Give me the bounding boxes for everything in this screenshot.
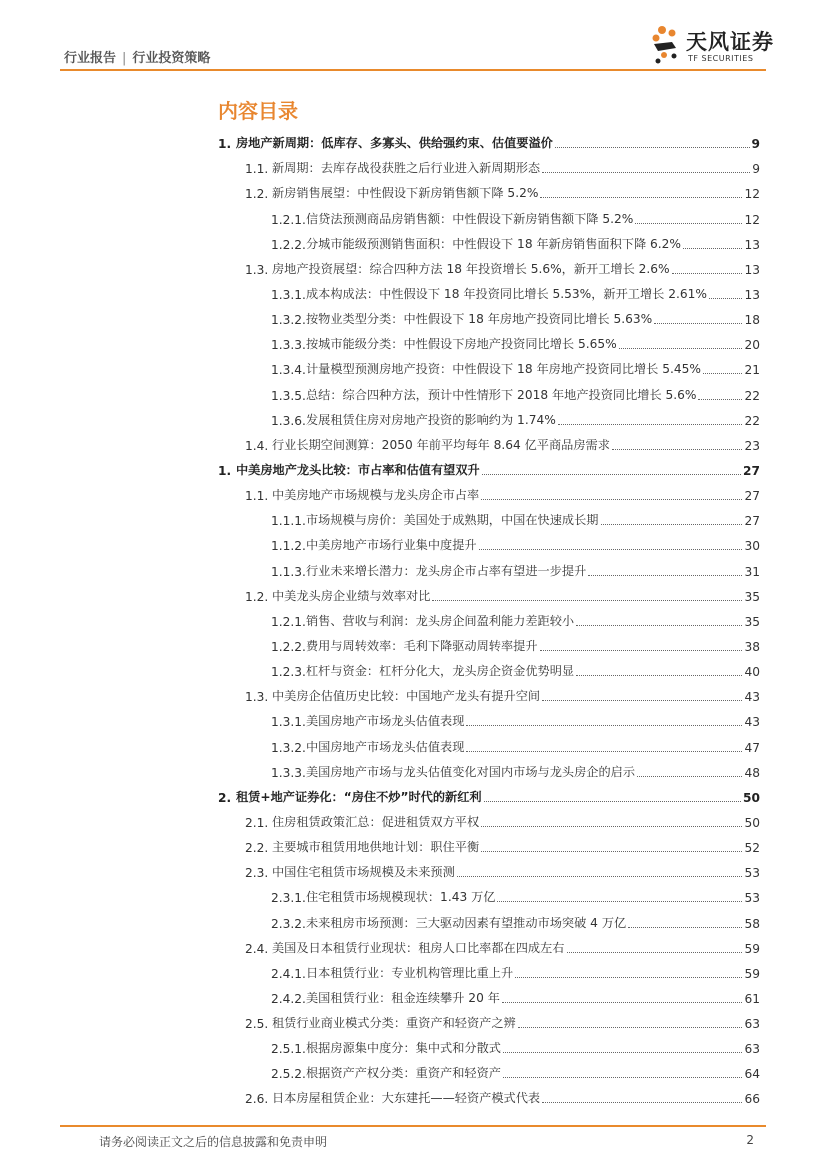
toc-entry-page: 38 xyxy=(744,639,760,654)
toc-entry-page: 63 xyxy=(744,1017,760,1032)
toc-entry-title: 租赁行业商业模式分类：重资产和轻资产之辨 xyxy=(272,1016,516,1031)
toc-entry-page: 23 xyxy=(744,438,760,453)
toc-entry-page: 35 xyxy=(744,614,760,629)
toc-leader-dots xyxy=(503,1076,742,1078)
toc-leader-dots xyxy=(540,196,742,198)
header-divider xyxy=(60,69,766,71)
toc-leader-dots xyxy=(635,222,742,224)
toc-entry-title: 租赁+地产证券化：“房住不炒”时代的新红利 xyxy=(236,789,482,804)
toc-entry-page: 27 xyxy=(744,514,760,529)
toc-entry-number: 1.3.2. xyxy=(271,313,306,328)
toc-leader-dots xyxy=(698,398,742,400)
toc-entry-title: 新房销售展望：中性假设下新房销售额下降 5.2% xyxy=(272,186,539,201)
toc-entry-number: 1.3.5. xyxy=(271,388,306,403)
toc-leader-dots xyxy=(542,1101,742,1103)
toc-entry-title: 按物业类型分类：中性假设下 18 年房地产投资同比增长 5.63% xyxy=(306,312,653,327)
toc-entry-number: 2.5.2. xyxy=(271,1067,306,1082)
toc-entry-page: 53 xyxy=(744,866,760,881)
toc-entry[interactable] xyxy=(0,327,760,352)
toc-entry-title: 住房租赁政策汇总：促进租赁双方平权 xyxy=(272,814,480,829)
toc-leader-dots xyxy=(542,699,742,701)
toc-entry-title: 房地产新周期：低库存、多寡头、供给强约束、估值要溢价 xyxy=(236,136,553,151)
toc-leader-dots xyxy=(503,1051,742,1053)
toc-entry[interactable] xyxy=(0,478,760,503)
brand-logo xyxy=(650,24,774,68)
toc-entry[interactable] xyxy=(0,1031,760,1056)
toc-entry[interactable] xyxy=(0,905,760,930)
toc-entry-page: 18 xyxy=(744,313,760,328)
toc-leader-dots xyxy=(683,247,743,249)
toc-entry-title: 行业未来增长潜力：龙头房企市占率有望进一步提升 xyxy=(306,563,587,578)
toc-entry-number: 2.6. xyxy=(245,1092,269,1107)
toc-entry-page: 50 xyxy=(743,790,760,805)
toc-entry[interactable] xyxy=(0,855,760,880)
toc-entry-number: 1.3. xyxy=(245,690,269,705)
toc-entry-title: 美国房地产市场与龙头估值变化对国内市场与龙头房企的启示 xyxy=(306,764,636,779)
toc-entry-title: 费用与周转效率：毛利下降驱动周转率提升 xyxy=(306,638,538,653)
toc-entry[interactable] xyxy=(0,830,760,855)
toc-entry[interactable] xyxy=(0,227,760,252)
toc-entry[interactable] xyxy=(0,126,760,151)
toc-entry-number: 1.1. xyxy=(245,489,269,504)
toc-entry-page: 9 xyxy=(751,137,760,152)
toc-entry-page: 22 xyxy=(744,413,760,428)
toc-entry[interactable] xyxy=(0,654,760,679)
toc-entry-page: 59 xyxy=(744,941,760,956)
footer-disclaimer: 请务必阅读正文之后的信息披露和免责申明 xyxy=(99,1135,328,1149)
toc-entry-number: 2.5. xyxy=(245,1017,269,1032)
toc-leader-dots xyxy=(432,599,742,601)
table-of-contents xyxy=(0,126,827,1106)
toc-entry-page: 58 xyxy=(744,916,760,931)
toc-entry[interactable] xyxy=(0,729,760,754)
toc-leader-dots xyxy=(628,926,742,928)
toc-entry-page: 30 xyxy=(744,539,760,554)
toc-entry-page: 50 xyxy=(744,815,760,830)
toc-entry-title: 销售、营收与利润：龙头房企间盈利能力差距较小 xyxy=(306,613,575,628)
toc-entry-number: 2.4.2. xyxy=(271,991,306,1006)
toc-entry[interactable] xyxy=(0,151,760,176)
toc-leader-dots xyxy=(518,1026,743,1028)
toc-entry-title: 根据资产产权分类：重资产和轻资产 xyxy=(306,1066,501,1081)
toc-entry-number: 1. xyxy=(218,463,232,478)
toc-entry-number: 2.2. xyxy=(245,841,269,856)
toc-entry[interactable] xyxy=(0,403,760,428)
toc-entry[interactable] xyxy=(0,579,760,604)
toc-entry-title: 行业长期空间测算：2050 年前平均每年 8.64 亿平商品房需求 xyxy=(272,437,610,452)
toc-entry-number: 1.3.6. xyxy=(271,413,306,428)
toc-leader-dots xyxy=(567,951,743,953)
toc-entry-number: 2.4.1. xyxy=(271,966,306,981)
toc-entry-number: 1.1. xyxy=(245,162,269,177)
toc-entry-number: 1.3.1. xyxy=(271,715,306,730)
toc-entry-page: 63 xyxy=(744,1042,760,1057)
toc-entry-page: 35 xyxy=(744,589,760,604)
toc-leader-dots xyxy=(481,850,742,852)
toc-leader-dots xyxy=(457,875,743,877)
toc-entry[interactable] xyxy=(0,981,760,1006)
toc-entry[interactable] xyxy=(0,755,760,780)
toc-entry-number: 1.2.2. xyxy=(271,639,306,654)
toc-leader-dots xyxy=(672,272,743,274)
toc-entry-title: 新周期：去库存战役获胜之后行业进入新周期形态 xyxy=(272,161,541,176)
report-category xyxy=(64,47,210,66)
toc-entry-title: 中美龙头房企业绩与效率对比 xyxy=(272,588,431,603)
toc-entry-page: 59 xyxy=(744,966,760,981)
toc-entry[interactable] xyxy=(0,302,760,327)
toc-entry-number: 1.3.3. xyxy=(271,765,306,780)
toc-entry-title: 主要城市租赁用地供地计划：职住平衡 xyxy=(272,840,480,855)
toc-entry-number: 1.3. xyxy=(245,262,269,277)
toc-entry-page: 64 xyxy=(744,1067,760,1082)
toc-entry-number: 1.3.3. xyxy=(271,338,306,353)
toc-entry-page: 22 xyxy=(744,388,760,403)
toc-entry-title: 发展租赁住房对房地产投资的影响约为 1.74% xyxy=(306,412,556,427)
toc-entry-number: 1.3.1. xyxy=(271,287,306,302)
toc-leader-dots xyxy=(484,800,741,802)
toc-entry-number: 2.3.2. xyxy=(271,916,306,931)
toc-entry-title: 美国租赁行业：租金连续攀升 20 年 xyxy=(306,990,500,1005)
toc-entry[interactable] xyxy=(0,780,760,805)
toc-entry-number: 1.2. xyxy=(245,187,269,202)
report-type: 行业报告 xyxy=(64,51,117,66)
toc-entry-title: 美国房地产市场龙头估值表现 xyxy=(306,714,465,729)
header-separator: | xyxy=(122,51,127,66)
toc-leader-dots xyxy=(555,146,750,148)
toc-entry-title: 中美房地产市场行业集中度提升 xyxy=(306,538,477,553)
toc-entry-page: 48 xyxy=(744,765,760,780)
page-number: 2 xyxy=(746,1133,754,1147)
toc-leader-dots xyxy=(703,372,743,374)
toc-entry-page: 66 xyxy=(744,1092,760,1107)
toc-entry-title: 按城市能级分类：中性假设下房地产投资同比增长 5.65% xyxy=(306,337,617,352)
toc-entry[interactable] xyxy=(0,453,760,478)
toc-leader-dots xyxy=(466,750,742,752)
toc-entry[interactable] xyxy=(0,277,760,302)
toc-leader-dots xyxy=(601,523,743,525)
toc-entry[interactable] xyxy=(0,604,760,629)
toc-entry-number: 1.2.1. xyxy=(271,212,306,227)
toc-entry[interactable] xyxy=(0,428,760,453)
toc-entry-number: 1.1.1. xyxy=(271,514,306,529)
toc-entry-title: 日本房屋租赁企业：大东建托——轻资产模式代表 xyxy=(272,1091,541,1106)
toc-entry-number: 1.4. xyxy=(245,438,269,453)
toc-leader-dots xyxy=(588,574,742,576)
toc-entry-page: 47 xyxy=(744,740,760,755)
toc-entry-number: 2.1. xyxy=(245,815,269,830)
toc-entry[interactable] xyxy=(0,679,760,704)
toc-entry[interactable] xyxy=(0,704,760,729)
toc-entry-number: 1. xyxy=(218,137,232,152)
toc-entry-title: 未来租房市场预测：三大驱动因素有望推动市场突破 4 万亿 xyxy=(306,915,627,930)
toc-entry[interactable] xyxy=(0,377,760,402)
toc-entry-number: 1.1.3. xyxy=(271,564,306,579)
toc-entry-page: 43 xyxy=(744,715,760,730)
toc-entry-title: 美国及日本租赁行业现状：租房人口比率都在四成左右 xyxy=(272,940,565,955)
toc-leader-dots xyxy=(576,674,742,676)
toc-entry[interactable] xyxy=(0,352,760,377)
toc-entry-page: 27 xyxy=(744,489,760,504)
toc-entry-number: 1.3.4. xyxy=(271,363,306,378)
toc-entry-title: 房地产投资展望：综合四种方法 18 年投资增长 5.6%，新开工增长 2.6% xyxy=(272,261,670,276)
brand-name: 天风证券 xyxy=(686,30,774,54)
toc-entry[interactable] xyxy=(0,528,760,553)
toc-entry[interactable] xyxy=(0,629,760,654)
toc-entry-page: 12 xyxy=(744,212,760,227)
toc-entry[interactable] xyxy=(0,956,760,981)
toc-leader-dots xyxy=(466,724,742,726)
toc-leader-dots xyxy=(558,423,743,425)
toc-entry-number: 1.2. xyxy=(245,589,269,604)
toc-leader-dots xyxy=(709,297,743,299)
toc-entry-page: 12 xyxy=(744,187,760,202)
brand-logo-icon xyxy=(650,24,686,68)
toc-entry-page: 40 xyxy=(744,665,760,680)
toc-entry[interactable] xyxy=(0,252,760,277)
toc-entry-page: 13 xyxy=(744,287,760,302)
toc-entry-number: 2.5.1. xyxy=(271,1042,306,1057)
toc-entry-number: 1.1.2. xyxy=(271,539,306,554)
toc-entry-title: 日本租赁行业：专业机构管理比重上升 xyxy=(306,965,514,980)
toc-entry-title: 中美房地产龙头比较：市占率和估值有望双升 xyxy=(236,462,480,477)
toc-entry[interactable] xyxy=(0,503,760,528)
toc-entry-number: 2.4. xyxy=(245,941,269,956)
toc-entry-page: 21 xyxy=(744,363,760,378)
toc-entry-title: 住宅租赁市场规模现状：1.43 万亿 xyxy=(306,890,496,905)
toc-leader-dots xyxy=(637,775,742,777)
toc-leader-dots xyxy=(542,171,750,173)
toc-entry[interactable] xyxy=(0,1006,760,1031)
toc-entry-title: 杠杆与资金：杠杆分化大，龙头房企资金优势明显 xyxy=(306,664,575,679)
toc-leader-dots xyxy=(515,976,742,978)
toc-entry[interactable] xyxy=(0,1056,760,1081)
toc-entry-title: 分城市能级预测销售面积：中性假设下 18 年新房销售面积下降 6.2% xyxy=(306,236,681,251)
toc-entry[interactable] xyxy=(0,553,760,578)
toc-entry-page: 53 xyxy=(744,891,760,906)
toc-entry-number: 2.3.1. xyxy=(271,891,306,906)
toc-entry[interactable] xyxy=(0,931,760,956)
toc-entry[interactable] xyxy=(0,201,760,226)
toc-entry-number: 1.3.2. xyxy=(271,740,306,755)
toc-entry[interactable] xyxy=(0,1081,760,1106)
toc-entry-number: 2.3. xyxy=(245,866,269,881)
toc-entry-title: 中美房地产市场规模与龙头房企市占率 xyxy=(272,488,480,503)
toc-entry-title: 成本构成法：中性假设下 18 年投资同比增长 5.53%，新开工增长 2.61% xyxy=(306,286,707,301)
toc-entry-title: 总结：综合四种方法，预计中性情形下 2018 年地产投资同比增长 5.6% xyxy=(306,387,697,402)
toc-entry-number: 1.2.3. xyxy=(271,665,306,680)
toc-entry-title: 信贷法预测商品房销售额：中性假设下新房销售额下降 5.2% xyxy=(306,211,634,226)
brand-name-en: TF SECURITIES xyxy=(688,54,754,63)
toc-entry-title: 计量模型预测房地产投资：中性假设下 18 年房地产投资同比增长 5.45% xyxy=(306,362,701,377)
toc-entry-title: 中美房企估值历史比较：中国地产龙头有提升空间 xyxy=(272,689,541,704)
toc-entry-title: 中国住宅租赁市场规模及未来预测 xyxy=(272,865,455,880)
toc-entry-page: 9 xyxy=(752,162,760,177)
report-subtype: 行业投资策略 xyxy=(132,51,211,66)
toc-leader-dots xyxy=(497,900,742,902)
toc-entry-page: 13 xyxy=(744,262,760,277)
toc-leader-dots xyxy=(654,322,742,324)
toc-entry-page: 61 xyxy=(744,991,760,1006)
toc-entry-number: 2. xyxy=(218,790,232,805)
toc-entry-title: 市场规模与房价：美国处于成熟期，中国在快速成长期 xyxy=(306,513,599,528)
toc-entry[interactable] xyxy=(0,176,760,201)
toc-title: 内容目录 xyxy=(218,99,298,123)
toc-entry-page: 20 xyxy=(744,338,760,353)
toc-leader-dots xyxy=(502,1001,743,1003)
toc-leader-dots xyxy=(481,825,742,827)
toc-leader-dots xyxy=(619,347,743,349)
toc-entry-page: 13 xyxy=(744,237,760,252)
toc-entry-page: 31 xyxy=(744,564,760,579)
toc-entry-page: 52 xyxy=(744,841,760,856)
toc-leader-dots xyxy=(540,649,743,651)
footer-divider xyxy=(60,1125,766,1127)
toc-entry-title: 根据房源集中度分：集中式和分散式 xyxy=(306,1041,501,1056)
toc-leader-dots xyxy=(576,624,742,626)
toc-entry-title: 中国房地产市场龙头估值表现 xyxy=(306,739,465,754)
toc-entry[interactable] xyxy=(0,880,760,905)
toc-leader-dots xyxy=(479,548,743,550)
toc-leader-dots xyxy=(612,448,743,450)
toc-entry-number: 1.2.2. xyxy=(271,237,306,252)
toc-entry-number: 1.2.1. xyxy=(271,614,306,629)
toc-entry-page: 43 xyxy=(744,690,760,705)
toc-leader-dots xyxy=(481,498,742,500)
toc-leader-dots xyxy=(482,473,741,475)
toc-entry[interactable] xyxy=(0,805,760,830)
toc-entry-page: 27 xyxy=(743,463,760,478)
